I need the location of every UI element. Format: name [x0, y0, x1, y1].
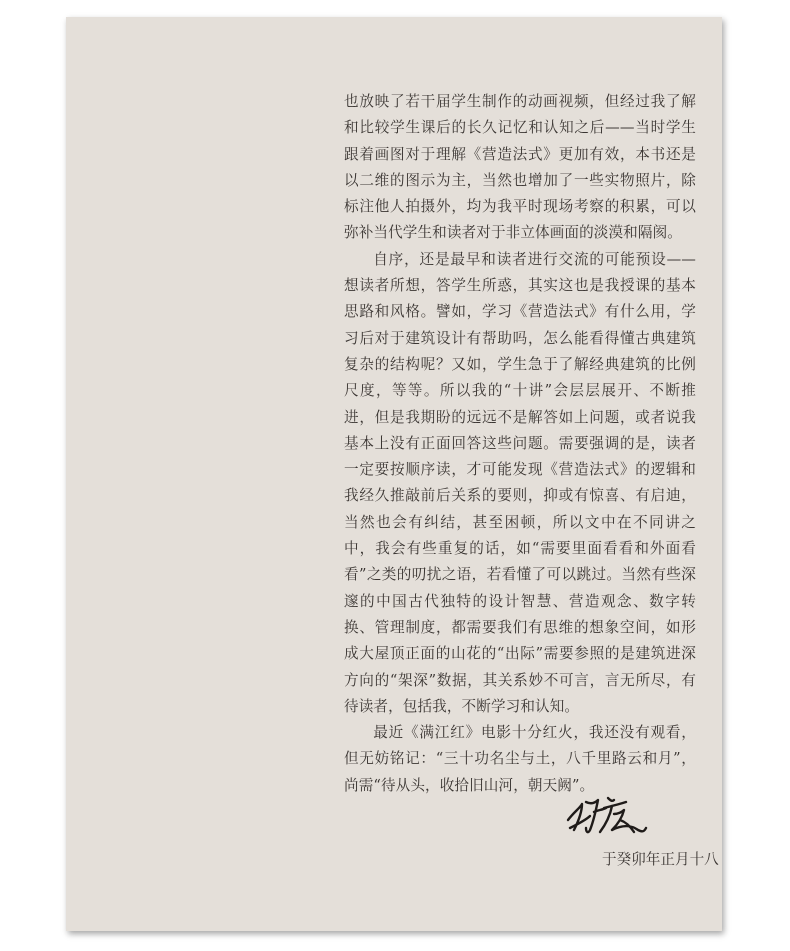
- paragraph-2: 自序，还是最早和读者进行交流的可能预设——想读者所想，答学生所惑，其实这也是我授课的基本思路和风格。譬如，学习《营造法式》有什么用，学习后对于建筑设计有帮助吗，怎么能看得懂古典建筑复杂的结构呢？又如，学生急于了解经典建筑的比例尺度，等等。所以我的“十讲”会层层展开、不断推进，但是我期盼的远远不是解答如上问题，或者说我基本上没有正面回答这些问题。需要强调的是，读者一定要按顺序读，才可能发现《营造法式》的逻辑和我经久推敲前后关系的要则，抑或有惊喜、有启迪，当然也会有纠结，甚至困顿，所以文中在不同讲之中，我会有些重复的话，如“需要里面看看和外面看看”之类的叨扰之语，若看懂了可以跳过。当然有些深邃的中国古代独特的设计智慧、营造观念、数字转换、管理制度，都需要我们有思维的想象空间，如形成大屋顶正面的山花的“出际”需要参照的是建筑进深方向的“架深”数据，其关系妙不可言，言无所尽，有待读者，包括我，不断学习和认知。: [344, 250, 696, 715]
- document-page: [66, 17, 722, 931]
- date-line: 于癸卯年正月十八: [602, 851, 719, 868]
- paragraph-3: 最近《满江红》电影十分红火，我还没有观看，但无妨铭记：“三十功名尘与土，八千里路云和月”，尚需“待从头，收拾旧山河，朝天阙”。: [344, 724, 696, 794]
- handwritten-signature: [564, 790, 648, 838]
- body-text: [344, 89, 696, 799]
- paragraph-1: 也放映了若干届学生制作的动画视频，但经过我了解和比较学生课后的长久记忆和认知之后——当时学生跟着画图对于理解《营造法式》更加有效，本书还是以二维的图示为主，当然也增加了一些实物照片，除标注他人拍摄外，均为我平时现场考察的积累，可以弥补当代学生和读者对于非立体画面的淡漠和隔阂。: [344, 93, 696, 242]
